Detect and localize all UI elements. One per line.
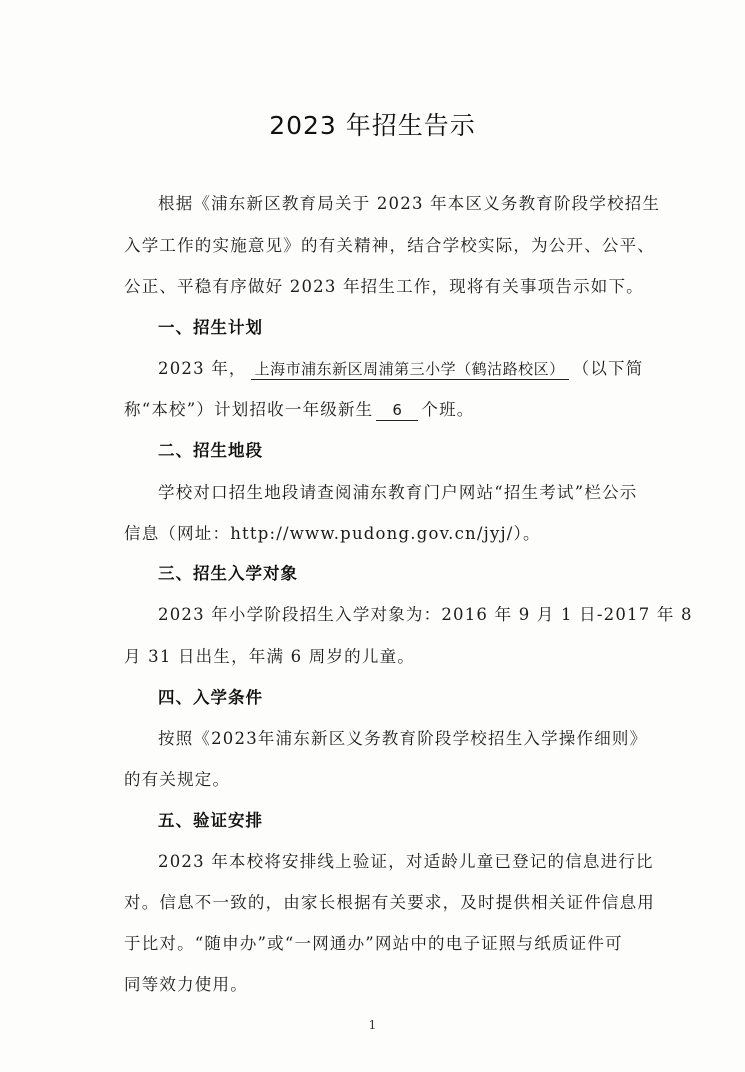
page-number: 1 (368, 1018, 377, 1032)
section-5-line-2: 对。信息不一致的，由家长根据有关要求，及时提供相关证件信息用 (124, 893, 655, 912)
section-1-line-2-prefix: 称“本校”）计划招收一年级新生 (124, 400, 374, 419)
class-count-field: 6 (376, 400, 418, 421)
section-2-heading: 二、招生地段 (158, 441, 263, 460)
section-2-line-1: 学校对口招生地段请查阅浦东教育门户网站“招生考试”栏公示 (158, 483, 638, 502)
section-5-line-4: 同等效力使用。 (124, 975, 248, 994)
section-1-line-2 (124, 396, 474, 421)
document-title: 2023 年招生告示 (269, 111, 476, 140)
section-1-line-1 (158, 355, 643, 380)
section-3-line-2: 月 31 日出生，年满 6 周岁的儿童。 (124, 647, 415, 666)
section-5-heading: 五、验证安排 (158, 811, 263, 830)
section-5-line-3: 于比对。“随申办”或“一网通办”网站中的电子证照与纸质证件可 (124, 934, 623, 953)
section-1-line-1-prefix: 2023 年， (158, 359, 247, 378)
section-3-heading: 三、招生入学对象 (158, 564, 298, 583)
intro-line-3: 公正、平稳有序做好 2023 年招生工作，现将有关事项告示如下。 (124, 277, 644, 296)
section-4-heading: 四、入学条件 (158, 688, 263, 707)
section-5-line-1: 2023 年本校将安排线上验证，对适龄儿童已登记的信息进行比 (158, 852, 654, 871)
section-1-line-1-suffix: （以下简 (572, 359, 644, 378)
intro-line-2: 入学工作的实施意见》的有关精神，结合学校实际，为公开、公平、 (124, 236, 655, 255)
section-1-heading: 一、招生计划 (158, 318, 263, 337)
intro-line-1: 根据《浦东新区教育局关于 2023 年本区义务教育阶段学校招生 (158, 194, 661, 213)
section-2-line-2: 信息（网址：http://www.pudong.gov.cn/jyj/）。 (124, 524, 541, 543)
section-1-line-2-suffix: 个班。 (421, 400, 475, 419)
section-4-line-2: 的有关规定。 (124, 770, 231, 789)
section-3-line-1: 2023 年小学阶段招生入学对象为：2016 年 9 月 1 日-2017 年 8 (158, 605, 693, 624)
section-4-line-1: 按照《2023年浦东新区义务教育阶段学校招生入学操作细则》 (158, 729, 648, 748)
school-name-field: 上海市浦东新区周浦第三小学（鹤沽路校区） (251, 359, 569, 380)
